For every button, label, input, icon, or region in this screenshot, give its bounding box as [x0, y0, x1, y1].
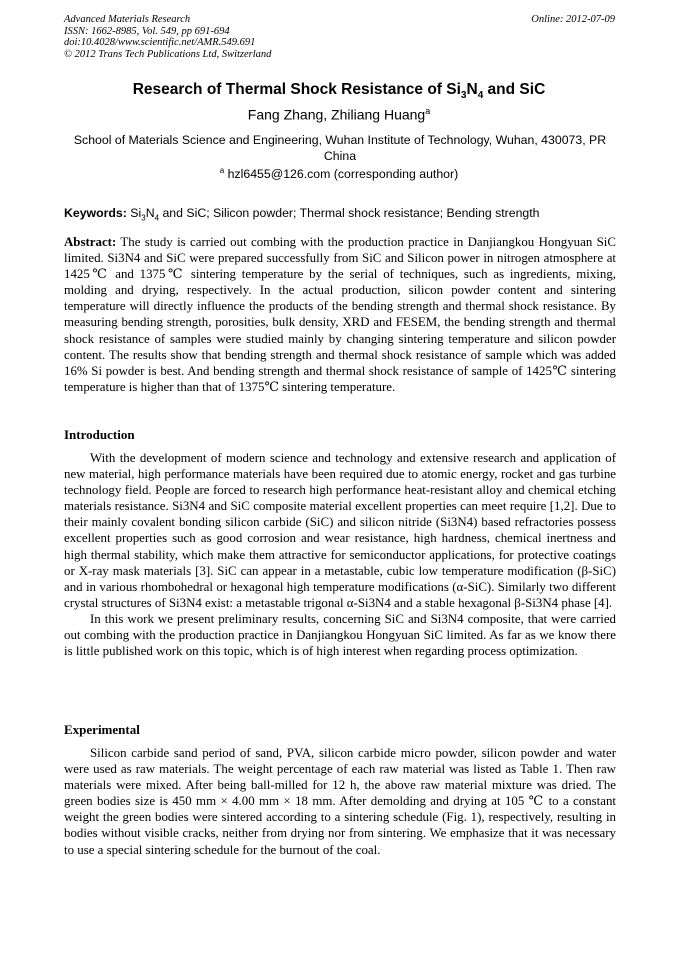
contact-email	[0, 166, 678, 181]
doi: doi:10.4028/www.scientific.net/AMR.549.691	[64, 37, 256, 48]
introduction-paragraph-1: With the development of modern science and technology and extensive research and application of new material, high performance materials have been required due to atomic energy, rocket and gas turbine technology field. People are forced to research high performance heat-resistant alloy and chemical etching materials resistance. Si3N4 and SiC composite material excellent properties can meet require [1,2]. Due to their mainly covalent bonding silicon carbide (SiC) and silicon nitride (Si3N4) based refractories possess excellent properties such as good corrosion and wear resistance, high hardness, chemical inertness and high thermal stability, which make them attractive for semiconductor applications, for protective coatings or X-ray mask materials [3]. SiC can appear in a metastable, cubic low temperature modification (β-SiC) and in various rhombohedral or hexagonal high temperature modifications (α-SiC). Similarly two different crystal structures of Si3N4 exist: a metastable trigonal α-Si3N4 and a stable hexagonal β-Si3N4 phase [4].	[64, 451, 616, 610]
introduction-paragraph-2: In this work we present preliminary results, concerning SiC and Si3N4 composite, that were carried out combing with the production practice in Danjiangkou Hongyuan SiC limited. As far as we know there is little published work on this topic, which is of high interest when regarding process optimization.	[64, 611, 616, 659]
author-names: Fang Zhang, Zhiliang Huang	[247, 106, 426, 123]
abstract	[64, 234, 616, 395]
paper-title	[0, 81, 678, 101]
keywords-n: N	[145, 206, 155, 220]
keywords-pre: Si	[126, 206, 142, 220]
keywords	[64, 206, 616, 222]
keywords-list: and SiC; Silicon powder; Thermal shock resistance; Bending strength	[159, 206, 540, 220]
keywords-sub-4: 4	[154, 213, 160, 223]
title-suffix: and SiC	[483, 81, 546, 98]
authors	[0, 106, 678, 123]
journal-name: Advanced Materials Research	[64, 14, 191, 25]
title-sub-3: 3	[460, 90, 467, 102]
keywords-sub-3: 3	[141, 213, 146, 223]
title-n: N	[466, 81, 478, 98]
affiliation: School of Materials Science and Engineering, Wuhan Institute of Technology, Wuhan, 430073, PR China	[73, 133, 607, 163]
keywords-label: Keywords:	[64, 206, 127, 220]
abstract-text: The study is carried out combing with the production practice in Danjiangkou Hongyuan SiC limited. Si3N4 and SiC were prepared successfully from SiC and Silicon power in nitrogen atmosphere at 1425℃ and 1375℃ sintering temperature by the serial of techniques, such as ingredients, mixing, molding and drying, respectively. In the actual production, silicon powder content and sintering temperature will directly influence the products of the bending strength and thermal shock resistance. By measuring bending strength, porosities, bulk density, XRD and FESEM, the bending strength and thermal shock resistance of samples were studied mainly by changing sintering temperature and silicon powder content. The results show that bending strength and thermal shock resistance of sample which was added 16% Si powder is best. And bending strength and thermal shock resistance of sample of 1425℃ sintering temperature is higher than that of 1375℃ sintering temperature.	[64, 235, 616, 394]
introduction-heading: Introduction	[64, 427, 135, 442]
abstract-label: Abstract:	[64, 235, 117, 249]
introduction-body	[64, 450, 616, 659]
experimental-heading: Experimental	[64, 722, 140, 737]
email-text[interactable]: hzl6455@126.com (corresponding author)	[224, 167, 459, 182]
journal-header	[64, 14, 271, 60]
experimental-paragraph-1: Silicon carbide sand period of sand, PVA, silicon carbide micro powder, silicon powder and water were used as raw materials. The weight percentage of each raw material was listed as Table 1. Then raw materials were mixed. After being ball-milled for 12 h, the above raw material mixture was dried. The green bodies size is 450 mm × 4.00 mm × 18 mm. After demolding and drying at 105 ℃ to a constant weight the green bodies were sintered according to a sintering schedule (Fig. 1), respectively, resulting in bodies without visible cracks, neither from drying nor from sintering. We emphasize that it was necessary to use a special sintering schedule for the burnout of the coal.	[64, 746, 616, 857]
issn: ISSN: 1662-8985, Vol. 549, pp 691-694	[64, 25, 230, 37]
author-sup: a	[425, 106, 431, 116]
title-prefix: Research of Thermal Shock Resistance of Si	[132, 81, 461, 98]
online-date: Online: 2012-07-09	[531, 14, 615, 25]
experimental-body	[64, 745, 616, 858]
copyright: © 2012 Trans Tech Publications Ltd, Switzerland	[64, 48, 272, 60]
title-sub-4: 4	[477, 90, 484, 102]
email-sup: a	[219, 166, 225, 175]
